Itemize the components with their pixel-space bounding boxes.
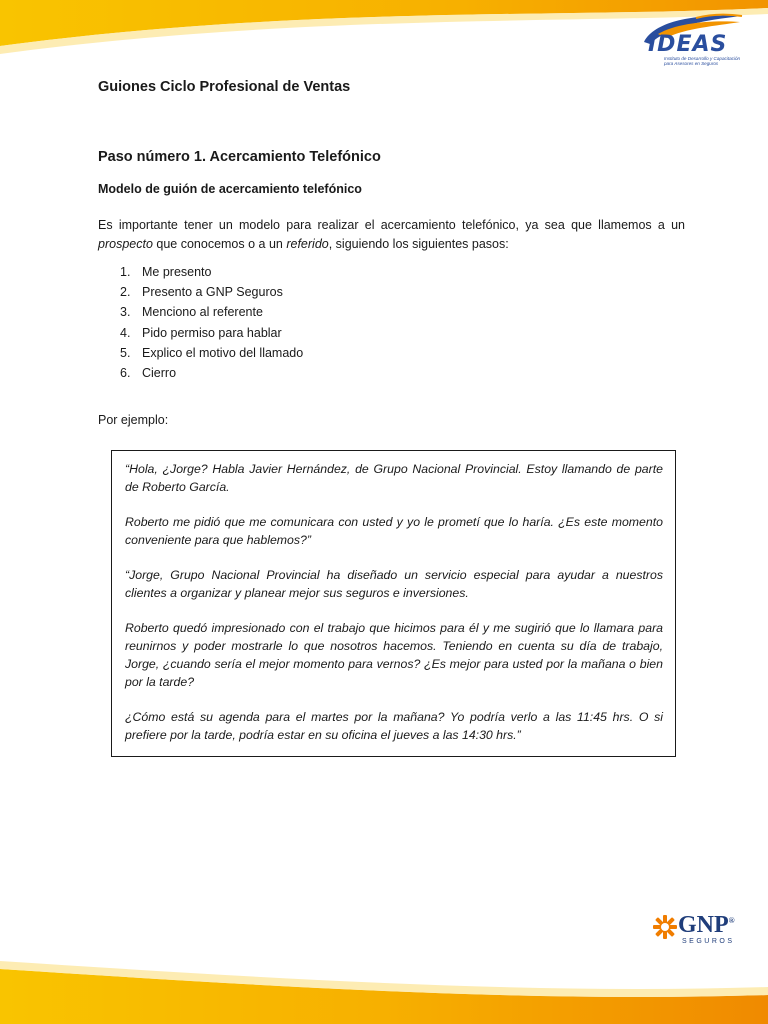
footer-wave-decoration	[0, 929, 768, 1024]
intro-text-3: , siguiendo los siguientes pasos:	[328, 237, 509, 251]
intro-emphasis-prospecto: prospecto	[98, 237, 153, 251]
list-item-number: 1.	[120, 265, 131, 279]
list-item-number: 3.	[120, 305, 131, 320]
document-title: Guiones Ciclo Profesional de Ventas	[98, 79, 351, 95]
example-paragraph: “Hola, ¿Jorge? Habla Javier Hernández, de Grupo Nacional Provincial. Estoy llamando de parte de Roberto García.	[125, 462, 663, 494]
ideas-logo-tagline: Instituto de Desarrollo y Capacitación para Asesores en Seguros	[664, 56, 741, 66]
gnp-registered-mark: ®	[728, 916, 735, 925]
ideas-logo-word: IDEAS	[648, 32, 728, 57]
list-item	[98, 302, 498, 322]
list-item-text: Menciono al referente	[142, 305, 263, 320]
example-paragraph: Roberto quedó impresionado con el trabajo que hicimos para él y me sugirió que lo llamara para reunirnos y poder mostrarle lo que nosotros hacemos. Teniendo en cuenta su día de trabajo, Jorge, ¿cuando sería el mejor momento para vernos? ¿Es mejor para usted por la mañana o bien por la tarde?	[125, 621, 663, 689]
intro-paragraph	[98, 216, 685, 254]
ideas-logo	[636, 12, 748, 74]
example-script-box	[111, 450, 676, 757]
gnp-logo-word: GNP	[678, 912, 729, 938]
example-paragraph: ¿Cómo está su agenda para el martes por la mañana? Yo podría verlo a las 11:45 hrs. O si prefiere por la tarde, podría estar en su oficina el jueves a las 14:30 hrs.”	[125, 710, 663, 742]
list-item	[98, 363, 498, 383]
steps-list	[98, 262, 498, 383]
list-item-text: Pido permiso para hablar	[142, 325, 282, 340]
example-paragraph: “Jorge, Grupo Nacional Provincial ha diseñado un servicio especial para ayudar a nuestros clientes a organizar y planear mejor sus seguros e inversiones.	[125, 568, 663, 600]
step-title: Paso número 1. Acercamiento Telefónico	[98, 149, 381, 165]
intro-text-2: que conocemos o a un	[152, 237, 287, 251]
list-item	[98, 323, 498, 343]
list-item-number: 4.	[120, 325, 131, 340]
list-item	[98, 282, 498, 302]
list-item-text: Presento a GNP Seguros	[142, 285, 283, 300]
example-label: Por ejemplo:	[98, 413, 169, 427]
list-item-text: Cierro	[142, 365, 177, 380]
intro-text-1: Es importante tener un modelo para realizar el acercamiento telefónico, ya sea que llamemos a un	[98, 218, 685, 232]
example-paragraph: Roberto me pidió que me comunicara con usted y yo le prometí que lo haría. ¿Es este momento conveniente para que hablemos?”	[125, 515, 663, 547]
list-item-text: Me presento	[142, 265, 212, 279]
list-item-number: 6.	[120, 365, 131, 380]
list-item	[98, 262, 498, 282]
section-subtitle: Modelo de guión de acercamiento telefónico	[98, 182, 362, 196]
intro-emphasis-referido: referido	[286, 237, 329, 251]
list-item	[98, 343, 498, 363]
list-item-number: 5.	[120, 345, 131, 360]
list-item-text: Explico el motivo del llamado	[142, 345, 304, 360]
gnp-logo-sub: SEGUROS	[682, 938, 735, 945]
list-item-number: 2.	[120, 285, 131, 300]
